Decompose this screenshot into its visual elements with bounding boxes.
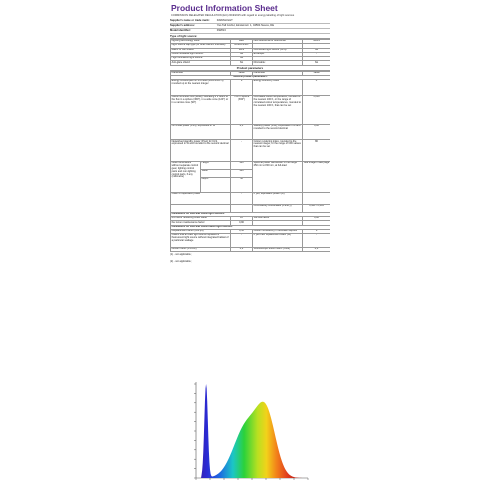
survival-label: Survival factor <box>253 217 303 221</box>
model-identifier-value: DW813 <box>216 29 226 32</box>
flicker-row <box>171 247 331 251</box>
r9-value: 10 <box>231 217 253 221</box>
type-of-light-source-header: Type of light source: <box>170 34 330 39</box>
claims-row <box>171 234 331 247</box>
depth-label: Depth <box>201 177 231 192</box>
product-information-sheet <box>170 0 330 358</box>
type-value: AC220-240V <box>231 44 253 48</box>
outer-dimensions-label: Outer dimensions without separate control gear, lighting control parts and non-lighting control parts, if any (millimetre) <box>171 161 201 192</box>
survival-value: 0,90 <box>303 217 330 221</box>
type-param-2: Envelope: <box>253 52 303 56</box>
lumen-maintenance-label: the lumen maintenance factor <box>171 221 231 225</box>
chart-y-ticks <box>194 384 196 478</box>
general-param: Energy consumption in on-mode (kWh/1000 h), rounded up to the nearest integer <box>171 80 231 95</box>
equivalent-power-row <box>171 193 331 204</box>
chromaticity-spacer <box>171 204 231 212</box>
general-param: Useful luminous flux (Φuse), indicating if it refers to the flux in a sphere (360°), in a wide cone (120°) or in a narrow cone (90°) <box>171 95 231 124</box>
equivalent-power-note-value <box>303 193 330 204</box>
col-value: Value <box>231 71 253 75</box>
type-param-2: Non-directional or directional: <box>253 40 303 44</box>
claims-label: Claims that an LED light source replaces a fluorescent light source without integrated ballast of a particular wattage <box>171 234 231 247</box>
product-parameters-header: Product parameters <box>170 66 330 71</box>
general-parameters-header: General product parameters: <box>171 75 331 79</box>
general-param: On-mode power (Pon), expressed in W <box>171 125 231 140</box>
type-value: No <box>231 57 253 61</box>
depth-value: 50 <box>231 177 253 192</box>
general-value: - <box>231 140 253 161</box>
type-param: Anti-glare shield: <box>171 61 231 65</box>
lumen-maintenance-value: 0,90 <box>231 221 253 225</box>
general-value: 8,1 <box>231 125 253 140</box>
displacement-value: 0,52 <box>231 230 253 234</box>
claims-value: - <box>231 234 253 247</box>
chromaticity-row <box>171 204 331 212</box>
height-row <box>171 161 331 169</box>
type-param: Light source cap-type (or other electric interface) <box>171 44 231 48</box>
general-row <box>171 125 331 140</box>
chromaticity-label: Chromaticity coordinates (x and y) <box>253 204 303 212</box>
col-parameter-2: Parameter <box>253 71 303 75</box>
general-value: 751 in Sphere (360°) <box>231 95 253 124</box>
type-value-2: - <box>303 52 331 56</box>
model-identifier-label: Model identifier: <box>170 29 191 32</box>
general-value-2: 3,000 <box>303 95 330 124</box>
type-param: Lighting technology used: <box>171 40 231 44</box>
spectral-distribution-chart <box>180 378 312 490</box>
spectrum-curve <box>196 384 308 478</box>
type-value: No <box>231 52 253 56</box>
equivalent-power-value: - <box>231 193 253 204</box>
regulation-reference: COMMISSION DELEGATED REGULATION (EU) 2019/2015 with regard to energy labelling of light sources <box>171 14 295 17</box>
type-value: No <box>231 61 253 65</box>
replacement-claim-value: - <box>303 234 330 247</box>
type-row <box>171 61 331 65</box>
spectral-label: Spectral power distribution in the range 250 nm to 800 nm, at full-load <box>253 161 303 192</box>
flicker-value: 0,2 <box>231 247 253 251</box>
type-value-2: NDLS <box>303 40 331 44</box>
general-row <box>171 95 331 124</box>
type-value-2: No <box>303 48 331 52</box>
type-param-2: Dimmable: <box>253 61 303 65</box>
general-param-2: Energy efficiency class <box>253 80 303 95</box>
equivalent-power-label: Claim of equivalent power <box>171 193 231 204</box>
col-parameter: Parameter <box>171 71 231 75</box>
footnotes <box>170 253 330 267</box>
general-row <box>171 80 331 95</box>
r9-label: R9 colour rendering index value <box>171 217 231 221</box>
general-row <box>171 140 331 161</box>
type-param: Mains or non-mains: <box>171 48 231 52</box>
supplier-name-label: Supplier's name or trade mark: <box>170 19 210 22</box>
type-param: High luminance light source: <box>171 57 231 61</box>
chromaticity-value: 0,441 / 0,404 <box>303 204 330 212</box>
type-param: Colour-tuneable light source: <box>171 52 231 56</box>
spectral-value: See image in last page <box>303 161 330 192</box>
stroboscopic-label: Stroboscopic effect metric (SVM) <box>253 247 303 251</box>
height-value: 160 <box>231 161 253 169</box>
displacement-label: Displacement factor (cos φ1) <box>171 230 231 234</box>
colour-consistency-value: 6 <box>303 230 330 234</box>
type-table <box>170 39 330 66</box>
general-param-2: Correlated colour temperature, rounded to the nearest 100 K, or the range of correlated colour temperatures, rounded to the nearest 100 K, that can be set <box>253 95 303 124</box>
general-param-2: Colour rendering index, rounded to the nearest integer, or the range of CRI-values that can be set <box>253 140 303 161</box>
height-label: Height <box>201 161 231 169</box>
general-param-2: Standby power (Psb), expressed in W and rounded to the second decimal <box>253 125 303 140</box>
type-value: MLS <box>231 48 253 52</box>
supplier-address-value: Yao Tall GmbH, Einsteinstr. 1, 04564 Neuss, DE <box>216 24 275 27</box>
led-parameters-header: Parameters for LED and OLED light sources: <box>171 212 331 216</box>
general-value-2: F <box>303 80 330 95</box>
general-value-2: 0,00 <box>303 125 330 140</box>
equivalent-power-note: If yes, equivalent power (W) <box>253 193 303 204</box>
chromaticity-spacer-2 <box>231 204 253 212</box>
supplier-address-label: Supplier's address: <box>170 24 195 27</box>
footnote-2: (2) - not applicable; <box>170 259 192 263</box>
general-param: Networked standby power (Pnet) for CLS, expressed in W and rounded to the second decimal <box>171 140 231 161</box>
col-value-2: Value <box>303 71 330 75</box>
flicker-label: Flicker metric (Pst LM) <box>171 247 231 251</box>
stroboscopic-value: 0,4 <box>303 247 330 251</box>
width-value: 160 <box>231 169 253 177</box>
parameters-table <box>170 71 330 252</box>
sheet-title: Product Information Sheet <box>171 3 278 13</box>
type-value: LED <box>231 40 253 44</box>
width-label: Width <box>201 169 231 177</box>
type-param-2: Connected light source (CLS): <box>253 48 303 52</box>
footnote-1: (1) - not applicable; <box>170 252 192 256</box>
replacement-claim-label: If yes then replacement claim (W) <box>253 234 303 247</box>
general-value: 8 <box>231 80 253 95</box>
supplier-name-value: DAWNLIGHT <box>216 19 233 22</box>
general-value-2: 80 <box>303 140 330 161</box>
type-value-2: No <box>303 61 331 65</box>
mains-parameters-header: Parameters for LED and OLED mains light sources: <box>171 225 331 229</box>
colour-consistency-label: Colour consistency in McAdam ellipses <box>253 230 303 234</box>
